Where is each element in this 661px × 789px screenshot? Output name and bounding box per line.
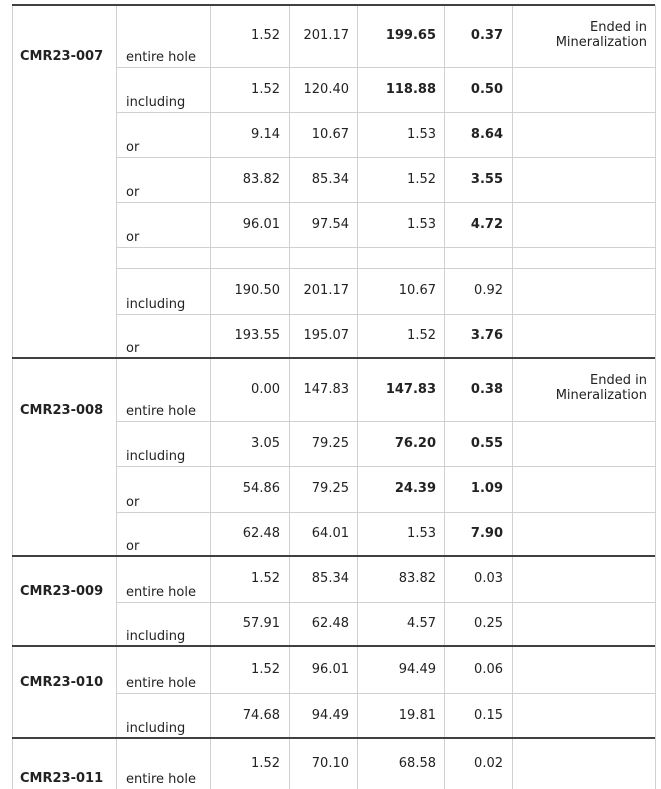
column-divider xyxy=(210,5,211,358)
column-divider xyxy=(512,738,513,789)
grade-value: 1.09 xyxy=(470,481,503,496)
column-divider xyxy=(357,5,358,358)
column-divider xyxy=(289,5,290,358)
column-divider xyxy=(12,5,13,358)
to-value: 85.34 xyxy=(311,172,349,187)
comment-note: Ended in Mineralization xyxy=(555,373,647,403)
grade-value: 7.90 xyxy=(470,526,503,541)
row-label: or xyxy=(126,230,140,245)
grade-value: 0.50 xyxy=(470,82,503,97)
hole-id: CMR23-008 xyxy=(20,403,104,418)
column-divider xyxy=(655,556,656,646)
column-divider xyxy=(357,358,358,556)
to-value: 195.07 xyxy=(303,328,349,343)
column-divider xyxy=(210,358,211,556)
group-separator xyxy=(12,357,655,359)
column-divider xyxy=(444,5,445,358)
row-label: entire hole xyxy=(126,404,196,419)
grade-value: 8.64 xyxy=(470,127,503,142)
length-value: 1.53 xyxy=(407,526,436,541)
length-value: 19.81 xyxy=(398,708,436,723)
length-value: 24.39 xyxy=(394,481,436,496)
grade-value: 0.55 xyxy=(470,436,503,451)
grade-value: 3.55 xyxy=(470,172,503,187)
row-label: entire hole xyxy=(126,676,196,691)
grade-value: 0.25 xyxy=(474,616,503,631)
to-value: 94.49 xyxy=(311,708,349,723)
length-value: 1.52 xyxy=(407,172,436,187)
to-value: 201.17 xyxy=(303,283,349,298)
to-value: 62.48 xyxy=(311,616,349,631)
column-divider xyxy=(289,646,290,738)
from-value: 83.82 xyxy=(242,172,280,187)
group-separator xyxy=(12,4,655,6)
comment-note: Ended in Mineralization xyxy=(555,20,647,50)
from-value: 1.52 xyxy=(251,82,280,97)
length-value: 68.58 xyxy=(398,756,436,771)
row-divider xyxy=(116,247,655,248)
row-label: including xyxy=(126,629,186,644)
length-value: 1.53 xyxy=(407,127,436,142)
grade-value: 0.02 xyxy=(474,756,503,771)
column-divider xyxy=(512,556,513,646)
row-label: including xyxy=(126,95,186,110)
to-value: 97.54 xyxy=(311,217,349,232)
from-value: 3.05 xyxy=(251,436,280,451)
length-value: 199.65 xyxy=(385,28,436,43)
to-value: 70.10 xyxy=(311,756,349,771)
from-value: 96.01 xyxy=(242,217,280,232)
column-divider xyxy=(12,646,13,738)
to-value: 10.67 xyxy=(311,127,349,142)
row-label: entire hole xyxy=(126,50,196,65)
column-divider xyxy=(357,556,358,646)
grade-value: 0.15 xyxy=(474,708,503,723)
to-value: 96.01 xyxy=(311,662,349,677)
column-divider xyxy=(444,646,445,738)
column-divider xyxy=(357,738,358,789)
grade-value: 0.03 xyxy=(474,571,503,586)
length-value: 1.53 xyxy=(407,217,436,232)
length-value: 83.82 xyxy=(398,571,436,586)
from-value: 1.52 xyxy=(251,28,280,43)
column-divider xyxy=(444,358,445,556)
column-divider xyxy=(12,738,13,789)
length-value: 10.67 xyxy=(398,283,436,298)
from-value: 1.52 xyxy=(251,662,280,677)
row-label: or xyxy=(126,539,140,554)
column-divider xyxy=(444,556,445,646)
column-divider xyxy=(512,358,513,556)
from-value: 1.52 xyxy=(251,756,280,771)
grade-value: 3.76 xyxy=(470,328,503,343)
row-divider xyxy=(116,512,655,513)
row-divider xyxy=(116,602,655,603)
column-divider xyxy=(655,5,656,358)
row-label: or xyxy=(126,495,140,510)
column-divider xyxy=(12,556,13,646)
row-label: or xyxy=(126,185,140,200)
from-value: 74.68 xyxy=(242,708,280,723)
column-divider xyxy=(116,5,117,358)
to-value: 120.40 xyxy=(303,82,349,97)
column-divider xyxy=(357,646,358,738)
row-divider xyxy=(116,157,655,158)
from-value: 54.86 xyxy=(242,481,280,496)
from-value: 190.50 xyxy=(234,283,280,298)
column-divider xyxy=(512,646,513,738)
column-divider xyxy=(289,738,290,789)
row-label: including xyxy=(126,449,186,464)
from-value: 9.14 xyxy=(251,127,280,142)
to-value: 79.25 xyxy=(311,481,349,496)
column-divider xyxy=(655,646,656,738)
from-value: 193.55 xyxy=(234,328,280,343)
column-divider xyxy=(210,646,211,738)
to-value: 85.34 xyxy=(311,571,349,586)
grade-value: 4.72 xyxy=(470,217,503,232)
row-divider xyxy=(116,421,655,422)
from-value: 62.48 xyxy=(242,526,280,541)
to-value: 79.25 xyxy=(311,436,349,451)
column-divider xyxy=(116,646,117,738)
row-divider xyxy=(116,466,655,467)
to-value: 64.01 xyxy=(311,526,349,541)
column-divider xyxy=(12,358,13,556)
column-divider xyxy=(116,738,117,789)
hole-id: CMR23-010 xyxy=(20,675,104,690)
grade-value: 0.92 xyxy=(474,283,503,298)
column-divider xyxy=(116,358,117,556)
row-label: entire hole xyxy=(126,585,196,600)
column-divider xyxy=(210,556,211,646)
group-separator xyxy=(12,645,655,647)
length-value: 94.49 xyxy=(398,662,436,677)
column-divider xyxy=(289,358,290,556)
column-divider xyxy=(289,556,290,646)
to-value: 201.17 xyxy=(303,28,349,43)
hole-id: CMR23-007 xyxy=(20,49,104,64)
row-divider xyxy=(116,268,655,269)
row-label: including xyxy=(126,721,186,736)
row-divider xyxy=(116,112,655,113)
row-label: including xyxy=(126,297,186,312)
column-divider xyxy=(210,738,211,789)
length-value: 4.57 xyxy=(407,616,436,631)
to-value: 147.83 xyxy=(303,382,349,397)
hole-id: CMR23-011 xyxy=(20,771,104,786)
row-divider xyxy=(116,67,655,68)
column-divider xyxy=(116,556,117,646)
column-divider xyxy=(655,358,656,556)
column-divider xyxy=(655,738,656,789)
length-value: 1.52 xyxy=(407,328,436,343)
row-divider xyxy=(116,202,655,203)
grade-value: 0.38 xyxy=(470,382,503,397)
row-divider xyxy=(116,314,655,315)
from-value: 1.52 xyxy=(251,571,280,586)
length-value: 147.83 xyxy=(385,382,436,397)
column-divider xyxy=(512,5,513,358)
from-value: 0.00 xyxy=(251,382,280,397)
length-value: 76.20 xyxy=(394,436,436,451)
group-separator xyxy=(12,555,655,557)
length-value: 118.88 xyxy=(385,82,436,97)
row-label: entire hole xyxy=(126,772,196,787)
from-value: 57.91 xyxy=(242,616,280,631)
grade-value: 0.06 xyxy=(474,662,503,677)
group-separator xyxy=(12,737,655,739)
row-divider xyxy=(116,693,655,694)
column-divider xyxy=(444,738,445,789)
row-label: or xyxy=(126,341,140,356)
row-label: or xyxy=(126,140,140,155)
hole-id: CMR23-009 xyxy=(20,584,104,599)
grade-value: 0.37 xyxy=(470,28,503,43)
